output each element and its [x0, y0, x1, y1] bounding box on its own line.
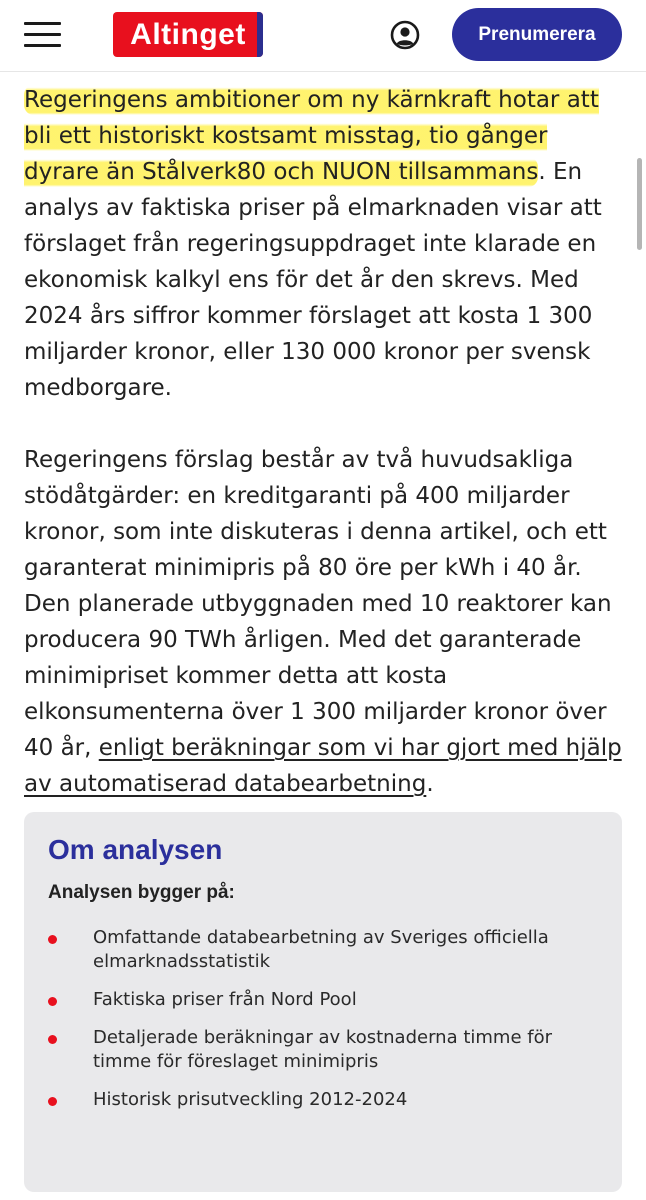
list-item [48, 1088, 598, 1112]
methodology-link[interactable]: enligt beräkningar som vi har gjort med hjälp av automatiserad databearbetning [24, 735, 622, 797]
scrollbar-thumb[interactable] [637, 158, 642, 250]
list-item [48, 988, 598, 1012]
list-item-text: Historisk prisutveckling 2012-2024 [93, 1089, 408, 1110]
article-paragraph-2 [24, 442, 624, 802]
paragraph-1-rest: . En analys av faktiska priser på elmarknaden visar att förslaget från regeringsuppdraget inte klarade en ekonomisk kalkyl ens för det år den skrevs. Med 2024 års siffror kommer förslaget att kosta 1 300 miljarder kronor, eller 130 000 kronor per svensk medborgare. [24, 159, 602, 401]
bullet-dot-icon [48, 1035, 57, 1044]
site-header [0, 0, 646, 72]
article-body [24, 82, 624, 802]
list-item-text: Omfattande databearbetning av Sveriges officiella elmarknadsstatistik [93, 927, 549, 972]
highlighted-text: Regeringens ambitioner om ny kärnkraft hotar att bli ett historiskt kostsamt misstag, tio gånger dyrare än Stålverk80 och NUON tillsammans [24, 87, 599, 185]
paragraph-2-text: Regeringens förslag består av två huvudsakliga stödåtgärder: en kreditgaranti på 400 miljarder kronor, som inte diskuteras i denna artikel, och ett garanterat minimipris på 80 öre per kWh i 40 år. Den planerade utbyggnaden med 10 reaktorer kan producera 90 TWh årligen. Med det garanterade minimipriset kommer detta att kosta elkonsumenterna över 1 300 miljarder kronor över 40 år, [24, 447, 612, 761]
list-item-text: Detaljerade beräkningar av kostnaderna timme för timme för föreslaget minimipris [93, 1027, 552, 1072]
analysis-info-box [24, 812, 622, 1192]
user-circle-icon [390, 20, 420, 50]
logo-text: Altinget [130, 17, 246, 51]
list-item-text: Faktiska priser från Nord Pool [93, 989, 357, 1010]
menu-line [24, 33, 61, 36]
list-item [48, 926, 598, 974]
bullet-dot-icon [48, 997, 57, 1006]
list-item [48, 1026, 598, 1074]
user-account-icon[interactable] [390, 20, 420, 50]
analysis-list [48, 926, 598, 1112]
analysis-box-title: Om analysen [48, 834, 223, 865]
menu-line [24, 22, 61, 25]
bullet-dot-icon [48, 935, 57, 944]
article-paragraph-1 [24, 82, 624, 406]
hamburger-menu-icon[interactable] [24, 22, 61, 48]
altinget-logo[interactable] [113, 12, 263, 57]
bullet-dot-icon [48, 1097, 57, 1106]
subscribe-button[interactable]: Prenumerera [452, 8, 622, 61]
analysis-box-subtitle: Analysen bygger på: [48, 882, 235, 903]
paragraph-2-end: . [426, 771, 434, 797]
menu-line [24, 44, 61, 47]
